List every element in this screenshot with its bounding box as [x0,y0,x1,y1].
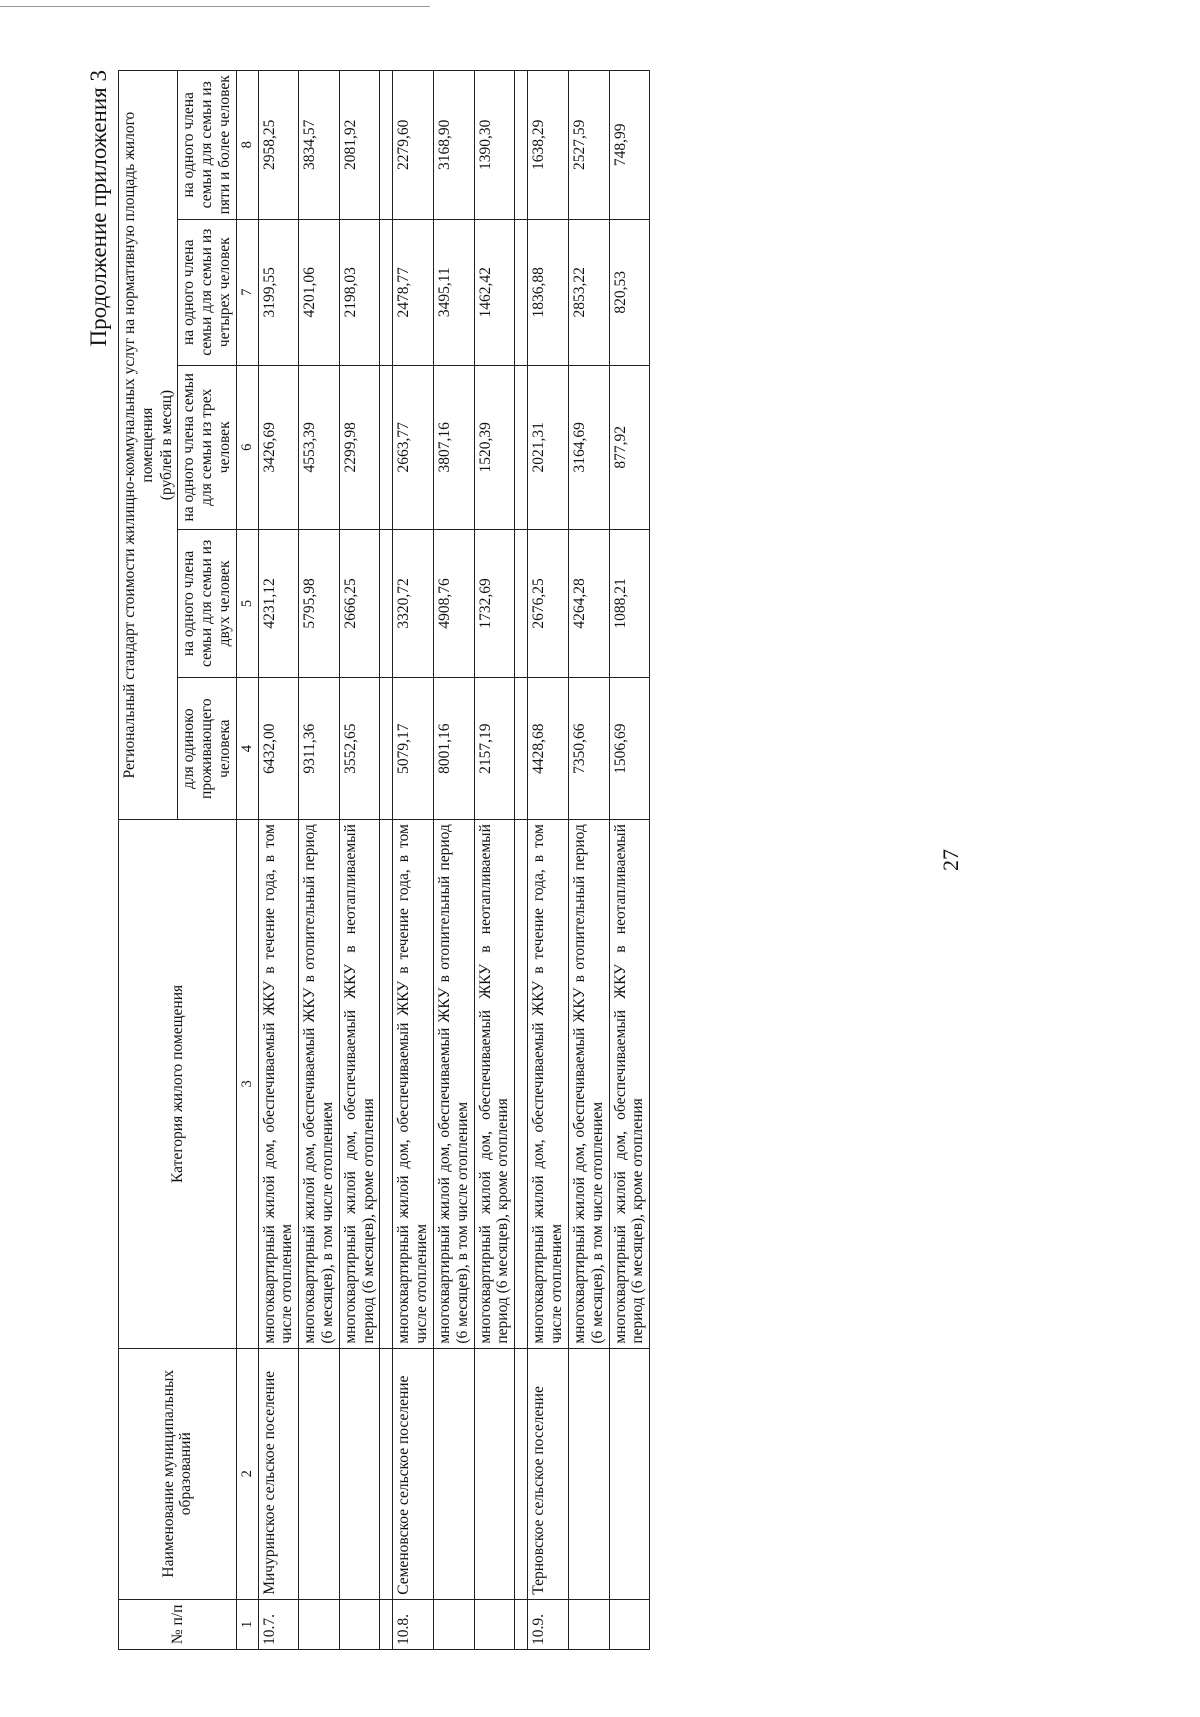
value-cell: 4201,06 [299,219,340,365]
row-number-empty [609,1599,650,1649]
value-cell: 9311,36 [299,678,340,820]
scan-edge-line [0,6,430,7]
housing-category: многоквартирный жилой дом, обеспечиваемый ЖКУ в неотапливаемый период (6 месяцев), кроме отопления [609,820,650,1349]
municipality-name-empty [434,1348,475,1599]
value-cell: 877,92 [609,365,650,529]
housing-category: многоквартирный жилой дом, обеспечиваемый ЖКУ в отопительный период (6 месяцев), в том числе отоплением [299,820,340,1349]
municipality-name-empty [299,1348,340,1599]
value-cell: 3168,90 [434,71,475,220]
value-cell: 2676,25 [528,529,569,678]
table-row [474,71,515,1650]
value-cell: 2478,77 [393,219,434,365]
spacer-cell [380,1599,393,1649]
housing-category: многоквартирный жилой дом, обеспечиваемый ЖКУ в течение года, в том числе отоплением [393,820,434,1349]
header-sub-1: для одиноко проживающего человека [178,678,236,820]
header-group [119,71,178,820]
spacer-cell [380,529,393,678]
value-cell: 1638,29 [528,71,569,220]
header-name: Наименование муниципальных образований [119,1348,237,1599]
table-row [528,71,569,1650]
col-index-3: 3 [236,820,258,1349]
value-cell: 2527,59 [568,71,609,220]
value-cell: 2198,03 [339,219,380,365]
housing-category: многоквартирный жилой дом, обеспечиваемый ЖКУ в неотапливаемый период (6 месяцев), кроме отопления [339,820,380,1349]
value-cell: 820,53 [609,219,650,365]
row-number-empty [568,1599,609,1649]
value-cell: 3834,57 [299,71,340,220]
spacer-cell [380,820,393,1349]
col-index-6: 6 [236,365,258,529]
row-number-empty [474,1599,515,1649]
table-row [393,71,434,1650]
municipality-name-empty [474,1348,515,1599]
value-cell: 3426,69 [258,365,299,529]
page-number: 27 [938,849,963,871]
housing-category: многоквартирный жилой дом, обеспечиваемый ЖКУ в неотапливаемый период (6 месяцев), кроме отопления [474,820,515,1349]
value-cell: 1520,39 [474,365,515,529]
value-cell: 3199,55 [258,219,299,365]
spacer-cell [515,219,528,365]
value-cell: 2666,25 [339,529,380,678]
table-row [568,71,609,1650]
value-cell: 2299,98 [339,365,380,529]
col-index-1: 1 [236,1599,258,1649]
table-row [339,71,380,1650]
value-cell: 5079,17 [393,678,434,820]
value-cell: 1390,30 [474,71,515,220]
municipality-name-empty [609,1348,650,1599]
value-cell: 3807,16 [434,365,475,529]
table-row [299,71,340,1650]
spacer-cell [515,529,528,678]
value-cell: 748,99 [609,71,650,220]
value-cell: 2081,92 [339,71,380,220]
col-index-4: 4 [236,678,258,820]
housing-category: многоквартирный жилой дом, обеспечиваемый ЖКУ в течение года, в том числе отоплением [528,820,569,1349]
spacer-cell [380,219,393,365]
value-cell: 3495,11 [434,219,475,365]
value-cell: 1732,69 [474,529,515,678]
header-sub-4: на одного члена семьи для семьи из четырех человек [178,219,236,365]
spacer-cell [380,678,393,820]
table-body [258,71,650,1650]
spacer-cell [380,71,393,220]
value-cell: 3320,72 [393,529,434,678]
value-cell: 1462,42 [474,219,515,365]
row-spacer [380,71,393,1650]
value-cell: 4553,39 [299,365,340,529]
value-cell: 3164,69 [568,365,609,529]
value-cell: 4231,12 [258,529,299,678]
value-cell: 1836,88 [528,219,569,365]
table-row [434,71,475,1650]
row-spacer [515,71,528,1650]
value-cell: 2853,22 [568,219,609,365]
value-cell: 1506,69 [609,678,650,820]
value-cell: 7350,66 [568,678,609,820]
value-cell: 2663,77 [393,365,434,529]
header-group-unit: (рублей в месяц) [157,389,175,501]
row-number-empty [339,1599,380,1649]
housing-category: многоквартирный жилой дом, обеспечиваемый ЖКУ в отопительный период (6 месяцев), в том числе отоплением [434,820,475,1349]
row-number-empty [434,1599,475,1649]
municipality-name: Терновское сельское поселение [528,1348,569,1599]
header-group-title: Региональный стандарт стоимости жилищно-коммунальных услуг на нормативную площадь жилого помещения [121,111,156,779]
value-cell: 5795,98 [299,529,340,678]
housing-cost-table [118,70,650,1650]
municipality-name: Семеновское сельское поселение [393,1348,434,1599]
col-index-7: 7 [236,219,258,365]
header-sub-5: на одного члена семьи для семьи из пяти и более человек [178,71,236,220]
rotated-page [86,70,1100,1650]
spacer-cell [380,1348,393,1599]
value-cell: 4428,68 [528,678,569,820]
housing-category: многоквартирный жилой дом, обеспечиваемый ЖКУ в отопительный период (6 месяцев), в том числе отоплением [568,820,609,1349]
table-row [258,71,299,1650]
continuation-label: Продолжение приложения 3 [86,70,111,347]
spacer-cell [515,365,528,529]
header-sub-2: на одного члена семьи для семьи из двух человек [178,529,236,678]
col-index-5: 5 [236,529,258,678]
spacer-cell [515,71,528,220]
row-number: 10.9. [528,1599,569,1649]
value-cell: 2021,31 [528,365,569,529]
col-index-2: 2 [236,1348,258,1599]
header-sub-3: на одного члена семьи для семьи из трех человек [178,365,236,529]
row-number: 10.7. [258,1599,299,1649]
col-index-8: 8 [236,71,258,220]
header-category: Категория жилого помещения [119,820,237,1349]
municipality-name-empty [339,1348,380,1599]
value-cell: 3552,65 [339,678,380,820]
value-cell: 2157,19 [474,678,515,820]
spacer-cell [515,820,528,1349]
spacer-cell [515,678,528,820]
header-num: № п/п [119,1599,237,1649]
municipality-name: Мичуринское сельское поселение [258,1348,299,1599]
row-number: 10.8. [393,1599,434,1649]
table-row [609,71,650,1650]
value-cell: 4264,28 [568,529,609,678]
value-cell: 1088,21 [609,529,650,678]
value-cell: 2279,60 [393,71,434,220]
spacer-cell [380,365,393,529]
value-cell: 2958,25 [258,71,299,220]
value-cell: 6432,00 [258,678,299,820]
value-cell: 8001,16 [434,678,475,820]
value-cell: 4908,76 [434,529,475,678]
spacer-cell [515,1599,528,1649]
housing-category: многоквартирный жилой дом, обеспечиваемый ЖКУ в течение года, в том числе отоплением [258,820,299,1349]
row-number-empty [299,1599,340,1649]
municipality-name-empty [568,1348,609,1599]
spacer-cell [515,1348,528,1599]
